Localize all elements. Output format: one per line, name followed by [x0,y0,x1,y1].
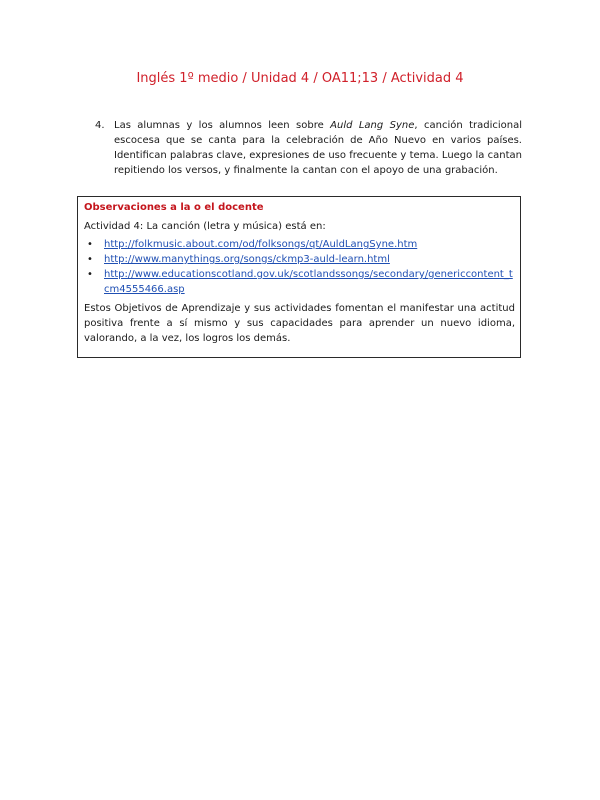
bullet-icon: • [87,239,93,250]
activity-item [95,118,522,178]
page-title: Inglés 1º medio / Unidad 4 / OA11;13 / Actividad 4 [136,71,464,86]
folkmusic-link[interactable]: http://folkmusic.about.com/od/folksongs/qt/AuldLangSyne.htm [104,239,418,250]
activity-description [114,118,522,178]
observations-title: Observaciones a la o el docente [84,202,264,213]
song-title: Auld Lang Syne [330,120,415,131]
observations-note: Estos Objetivos de Aprendizaje y sus actividades fomentan el manifestar una actitud positiva frente a sí mismo y sus capacidades para aprender un nuevo idioma, valorando, a la vez, los logros los demás. [84,303,515,344]
bullet-icon: • [87,254,93,265]
list-item [84,267,515,297]
resource-links-list [84,237,515,297]
manythings-link[interactable]: http://www.manythings.org/songs/ckmp3-auld-learn.html [104,254,390,265]
activity-text-after: , canción tradicional escocesa que se canta para la celebración de Año Nuevo en varios países. Identifican palabras clave, expresiones de uso frecuente y tema. Luego la cantan repitiendo los versos, y finalmente la cantan con el apoyo de una grabación. [114,120,522,176]
activity-number: 4. [95,120,105,131]
bullet-icon: • [87,269,93,280]
observations-intro: Actividad 4: La canción (letra y música) está en: [84,221,326,232]
list-item [84,252,515,267]
list-item [84,237,515,252]
teacher-observations-box [77,196,521,358]
activity-text-before: Las alumnas y los alumnos leen sobre [114,120,331,131]
educationscotland-link[interactable]: http://www.educationscotland.gov.uk/scotlandssongs/secondary/genericcontent_tcm4555466.asp [104,269,513,295]
